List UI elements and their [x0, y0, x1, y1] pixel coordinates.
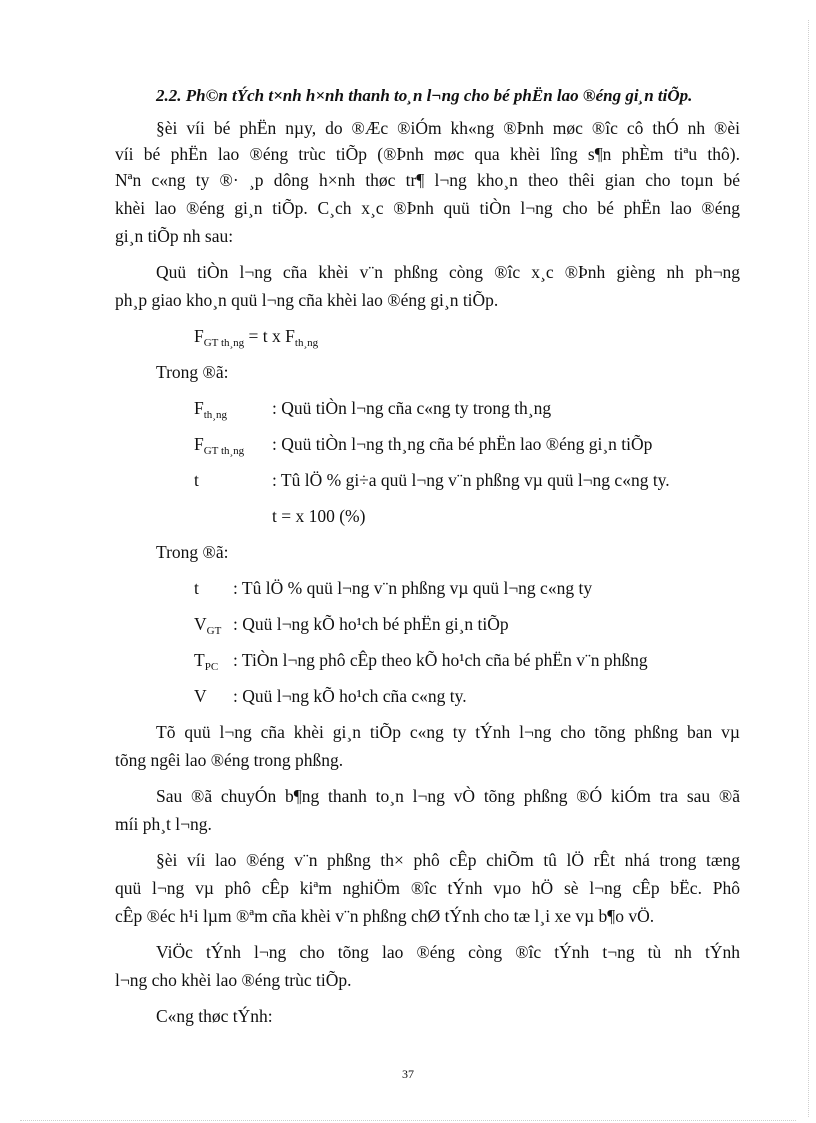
paragraph-4-line-1: Sau ®ã chuyÓn b¶ng thanh to¸n l¬ng vÒ tõng phßng ®Ó kiÓm tra sau ®ã	[156, 786, 740, 806]
definition-text-t-pc: : TiÒn l¬ng phô cÊp theo kÕ ho¹ch cña bé phËn v¨n phßng	[233, 650, 648, 670]
formula-rhs-subscript: th¸ng	[294, 337, 319, 349]
definition-symbol-t-2: t	[194, 578, 199, 598]
formula-fund-indirect	[194, 324, 318, 348]
page-number: 37	[402, 1067, 414, 1081]
where-label-1: Trong ®ã:	[156, 362, 229, 382]
formula-ratio: t = x 100 (%)	[272, 506, 366, 526]
definition-text-v: : Quü l¬ng kÕ ho¹ch cña c«ng ty.	[233, 686, 467, 706]
definition-text-v-gt: : Quü l¬ng kÕ ho¹ch bé phËn gi¸n tiÕp	[233, 614, 509, 634]
paragraph-2-line-2: ph¸p giao kho¸n quü l¬ng cña khèi lao ®éng gi¸n tiÕp.	[115, 290, 499, 310]
definition-symbol-t: t	[194, 470, 199, 490]
paragraph-1-line-5: gi¸n tiÕp nh sau:	[115, 226, 234, 246]
paragraph-2-line-1: Quü tiÒn l¬ng cña khèi v¨n phßng còng ®îc x¸c ®Þnh gièng nh ph¬ng	[156, 262, 740, 282]
section-heading: 2.2. Ph©n tÝch t×nh h×nh thanh to¸n l¬ng cho bé phËn lao ®éng gi¸n tiÕp.	[156, 86, 693, 105]
definition-symbol-t-pc: $T_{PC}$	[194, 650, 219, 673]
formula-lhs-symbol: F	[194, 326, 204, 346]
definition-text-t-2: : Tû lÖ % quü l¬ng v¨n phßng vµ quü l¬ng c«ng ty	[233, 578, 593, 598]
paragraph-6-line-2: l¬ng cho khèi lao ®éng trùc tiÕp.	[115, 970, 352, 990]
definition-text-f-gt-month: : Quü tiÒn l¬ng th¸ng cña bé phËn lao ®éng gi¸n tiÕp	[272, 434, 653, 454]
paragraph-3-line-1: Tõ quü l¬ng cña khèi gi¸n tiÕp c«ng ty tÝnh l¬ng cho tõng phßng ban vµ	[156, 722, 740, 742]
page-bottom-border	[20, 1120, 796, 1121]
paragraph-3-line-2: tõng ngêi lao ®éng trong phßng.	[115, 750, 344, 770]
paragraph-6-line-1: ViÖc tÝnh l¬ng cho tõng lao ®éng còng ®îc tÝnh t¬ng tù nh tÝnh	[156, 942, 740, 962]
paragraph-1-line-2: víi bé phËn lao ®éng trùc tiÕp (®Þnh møc qua khèi lîng s¶n phÈm tiªu thô).	[115, 144, 740, 164]
formula-lhs-subscript: GT th¸ng	[203, 337, 245, 349]
paragraph-5-line-1: §èi víi lao ®éng v¨n phßng th× phô cÊp chiÕm tû lÖ rÊt nhá trong tæng	[156, 850, 740, 870]
definition-symbol-v-gt: $V_{GT}$	[194, 614, 222, 637]
paragraph-1-line-1: §èi víi bé phËn nµy, do ®Æc ®iÓm kh«ng ®Þnh møc ®îc cô thÓ nh ®èi	[156, 118, 740, 138]
definition-symbol-v: V	[194, 686, 207, 706]
formula-operator: = t x F	[244, 326, 295, 346]
paragraph-4-line-2: míi ph¸t l¬ng.	[115, 814, 212, 834]
paragraph-1-line-3: Nªn c«ng ty ®· ¸p dông h×nh thøc tr¶ l¬ng kho¸n theo thêi gian cho toµn bé	[115, 170, 740, 190]
definition-symbol-f-month: $F_{th¸ng}$	[194, 398, 227, 421]
paragraph-5-line-3: cÊp ®éc h¹i lµm ®ªm cña khèi v¨n phßng chØ tÝnh cho tæ l¸i xe vµ b¶o vÖ.	[115, 906, 655, 926]
formula-intro: C«ng thøc tÝnh:	[156, 1006, 273, 1026]
definition-text-t: : Tû lÖ % gi÷a quü l¬ng v¨n phßng vµ quü l¬ng c«ng ty.	[272, 470, 670, 490]
paragraph-1-line-4: khèi lao ®éng gi¸n tiÕp. C¸ch x¸c ®Þnh quü tiÒn l¬ng cho bé phËn lao ®éng	[115, 198, 740, 218]
paragraph-5-line-2: quü l¬ng vµ phô cÊp kiªm nghiÖm ®îc tÝnh vµo hÖ sè l¬ng cÊp bËc. Phô	[115, 878, 740, 898]
where-label-2: Trong ®ã:	[156, 542, 229, 562]
definition-text-f-month: : Quü tiÒn l¬ng cña c«ng ty trong th¸ng	[272, 398, 552, 418]
definition-symbol-f-gt-month: $F_{GT th¸ng}$	[194, 434, 245, 457]
page-right-border	[808, 20, 809, 1117]
